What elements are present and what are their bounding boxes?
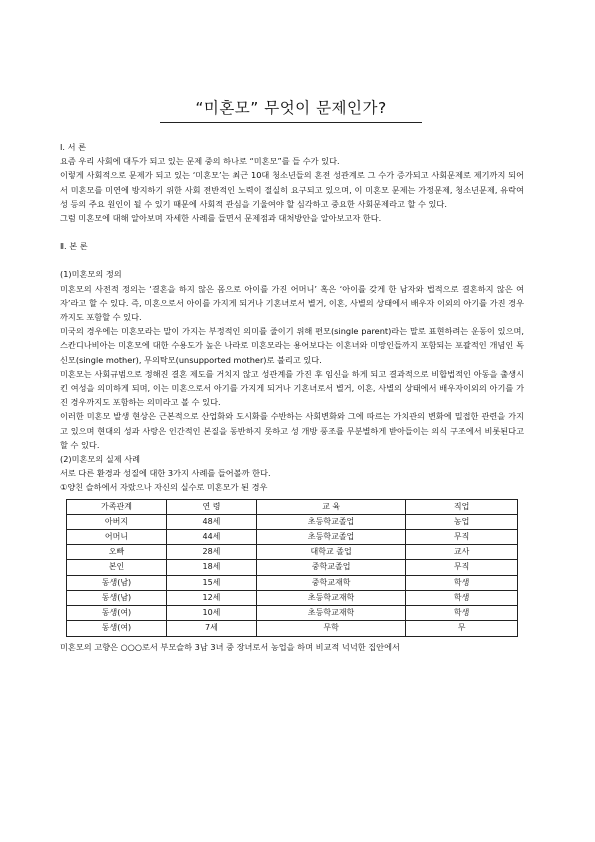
page-title: “미혼모” 무엇이 문제인가? xyxy=(195,99,387,117)
paragraph: 미혼모는 사회규범으로 정해진 결혼 제도를 거치지 않고 성관계를 가진 후 임신을 하게 되고 결과적으로 비합법적인 아동을 출생시킨 여성을 의미하게 되며, 이는 미혼으로서 아기를 가지게 되거나 기혼녀로서 별거, 이혼, 사별의 상태에서 배우자이외의 아기를 가진 경우까지도 포함하는 의미라고 볼 수 있다. xyxy=(60,368,524,408)
table-row xyxy=(67,590,518,605)
section-heading-introduction: Ⅰ. 서 론 xyxy=(60,142,87,152)
subsection-heading-cases: (2)미혼모의 실제 사례 xyxy=(60,454,141,465)
table-cell: 12세 xyxy=(166,590,256,605)
table-cell: 48세 xyxy=(166,514,256,529)
paragraph: 미국의 경우에는 미혼모라는 말이 가지는 부정적인 의미를 줄이기 위해 편모(single parent)라는 말로 표현하려는 운동이 있으며, 스칸디나비아는 미혼모에 대한 수용도가 높은 나라로 미혼모라는 용어보다는 이혼녀와 미망인들까지 포함되는 포괄적인 개념인 독신모(single mother), 무의탁모(unsupported mother)로 불리고 있다. xyxy=(60,326,524,365)
subsection-heading-definition: (1)미혼모의 정의 xyxy=(60,269,122,280)
section-heading-main: Ⅱ. 본 론 xyxy=(60,241,88,252)
table-cell: 15세 xyxy=(166,575,256,590)
family-table xyxy=(66,499,518,637)
table-cell: 본인 xyxy=(67,560,167,575)
table-row xyxy=(67,514,518,529)
table-cell: 중학교졸업 xyxy=(256,560,405,575)
column-header: 연 령 xyxy=(166,499,256,514)
table-cell: 학생 xyxy=(406,606,518,621)
table-cell: 초등학교재학 xyxy=(256,606,405,621)
table-cell: 동생(남) xyxy=(67,575,167,590)
column-header: 직업 xyxy=(406,499,518,514)
document-body xyxy=(60,140,524,654)
table-cell: 무직 xyxy=(406,560,518,575)
table-cell: 10세 xyxy=(166,606,256,621)
table-cell: 중학교재학 xyxy=(256,575,405,590)
title-block xyxy=(160,96,422,123)
table-cell: 44세 xyxy=(166,530,256,545)
table-row xyxy=(67,560,518,575)
table-cell: 무직 xyxy=(406,530,518,545)
table-cell: 학생 xyxy=(406,590,518,605)
table-row xyxy=(67,545,518,560)
paragraph: 그럼 미혼모에 대해 알아보며 자세한 사례를 들면서 문제점과 대처방안을 알아보고자 한다. xyxy=(60,213,382,224)
table-cell: 농업 xyxy=(406,514,518,529)
paragraph: 요즘 우리 사회에 대두가 되고 있는 문제 중의 하나로 “미혼모”를 들 수가 있다. xyxy=(60,156,340,167)
table-cell: 18세 xyxy=(166,560,256,575)
table-cell: 어머니 xyxy=(67,530,167,545)
paragraph: 이러한 미혼모 발생 현상은 근본적으로 산업화와 도시화를 수반하는 사회변화와 그에 따르는 가치관의 변화에 밀접한 관련을 가지고 있으며 현대의 성과 사랑은 인간적인 본질을 동반하지 못하고 성 개방 풍조를 무분별하게 받아들이는 의식 구조에서 비롯된다고 할 수 있다. xyxy=(60,411,524,450)
column-header: 교 육 xyxy=(256,499,405,514)
table-row xyxy=(67,606,518,621)
table-cell: 동생(여) xyxy=(67,621,167,636)
table-row xyxy=(67,575,518,590)
table-cell: 교사 xyxy=(406,545,518,560)
table-cell: 학생 xyxy=(406,575,518,590)
table-cell: 28세 xyxy=(166,545,256,560)
case-heading: ①양친 슬하에서 자랐으나 자신의 실수로 미혼모가 된 경우 xyxy=(60,482,268,493)
table-row xyxy=(67,530,518,545)
table-cell: 오빠 xyxy=(67,545,167,560)
table-header-row xyxy=(67,499,518,514)
column-header: 가족관계 xyxy=(67,499,167,514)
table-cell: 대학교 졸업 xyxy=(256,545,405,560)
table-cell: 초등학교재학 xyxy=(256,590,405,605)
table-cell: 아버지 xyxy=(67,514,167,529)
table-cell: 동생(여) xyxy=(67,606,167,621)
table-cell: 초등학교졸업 xyxy=(256,530,405,545)
table-cell: 무학 xyxy=(256,621,405,636)
table-cell: 무 xyxy=(406,621,518,636)
table-row xyxy=(67,621,518,636)
paragraph: 이렇게 사회적으로 문제가 되고 있는 ‘미혼모’는 최근 10대 청소년들의 혼전 성관계로 그 수가 증가되고 사회문제로 제기까지 되어서 미혼모를 미연에 방지하기 위한 사회 전반적인 노력이 절실히 요구되고 있으며, 이 미혼모 문제는 가정문제, 청소년문제, 유락여성 등의 주요 원인이 될 수 있기 때문에 사회적 관심을 기울여야 할 심각하고 중요한 사회문제라고 할 수 있다. xyxy=(60,170,524,209)
table-cell: 초등학교졸업 xyxy=(256,514,405,529)
paragraph: 미혼모의 사전적 정의는 ‘결혼을 하지 않은 몸으로 아이를 가진 어머니’ 혹은 ‘아이를 갖게 한 남자와 법적으로 결혼하지 않은 여자’라고 할 수 있다. 즉, 미혼으로서 아이를 가지게 되거나 기혼녀로서 별거, 이혼, 사별의 상태에서 배우자 이외의 아기를 가진 경우까지도 포함할 수 있다. xyxy=(60,283,524,323)
table-cell: 동생(남) xyxy=(67,590,167,605)
paragraph: 미혼모의 고향은 ○○○로서 부모슬하 3남 3녀 중 장녀로서 농업을 하며 비교적 넉넉한 집안에서 xyxy=(60,641,400,652)
paragraph: 서로 다른 환경과 성질에 대한 3가지 사례를 들어볼까 한다. xyxy=(60,468,271,479)
table-cell: 7세 xyxy=(166,621,256,636)
